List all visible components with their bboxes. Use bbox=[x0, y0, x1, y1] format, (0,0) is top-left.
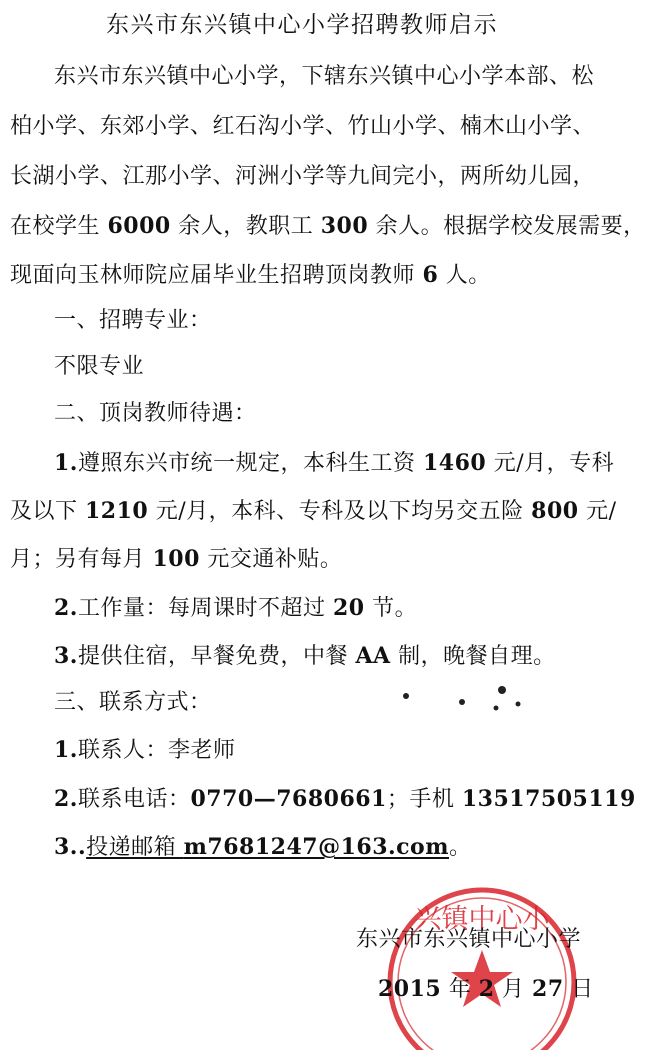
intro-line-5: 现面向玉林师院应届毕业生招聘顶岗教师 6 人。 bbox=[10, 262, 491, 288]
official-seal bbox=[382, 870, 582, 1050]
email-link[interactable]: 投递邮箱 m7681247@163.com bbox=[86, 834, 450, 860]
seal-text: 兴镇中心小 bbox=[414, 904, 550, 935]
section2-heading: 二、顶岗教师待遇： bbox=[54, 401, 257, 426]
salary-line-3: 月；另有每月 100 元交通补贴。 bbox=[10, 546, 343, 572]
contact-phone-line: 2.联系电话：0770—7680661；手机 13517505119 bbox=[54, 786, 636, 812]
ink-spot bbox=[403, 693, 409, 699]
signature-org: 东兴市东兴镇中心小学 bbox=[356, 927, 582, 952]
ink-spots bbox=[390, 680, 530, 720]
ink-spot bbox=[498, 686, 506, 694]
ink-spot bbox=[494, 706, 499, 711]
section3-heading: 三、联系方式： bbox=[54, 690, 212, 715]
intro-line-3: 长湖小学、江那小学、河洲小学等九间完小，两所幼儿园， bbox=[10, 164, 596, 189]
intro-line-2: 柏小学、东郊小学、红石沟小学、竹山小学、楠木山小学、 bbox=[10, 114, 596, 139]
ink-spot bbox=[459, 699, 465, 705]
section1-heading: 一、招聘专业： bbox=[54, 308, 212, 333]
notice-title: 东兴市东兴镇中心小学招聘教师启示 bbox=[106, 12, 498, 38]
salary-line-2: 及以下 1210 元/月，本科、专科及以下均另交五险 800 元/ bbox=[10, 498, 617, 524]
signature-date: 2015 年 2 月 27 日 bbox=[378, 976, 594, 1002]
contact-email-line: 3..投递邮箱 m7681247@163.com。 bbox=[54, 834, 472, 860]
accommodation-line: 3.提供住宿，早餐免费，中餐 AA 制，晚餐自理。 bbox=[54, 643, 556, 669]
intro-line-4: 在校学生 6000 余人，教职工 300 余人。根据学校发展需要， bbox=[10, 213, 646, 239]
workload-line: 2.工作量：每周课时不超过 20 节。 bbox=[54, 595, 418, 621]
section1-content: 不限专业 bbox=[54, 354, 145, 379]
intro-line-1: 东兴市东兴镇中心小学，下辖东兴镇中心小学本部、松 bbox=[54, 64, 595, 89]
salary-line-1: 1.遵照东兴市统一规定，本科生工资 1460 元/月，专科 bbox=[54, 450, 615, 476]
ink-spot bbox=[516, 702, 521, 707]
contact-person-line: 1.联系人：李老师 bbox=[54, 737, 236, 763]
